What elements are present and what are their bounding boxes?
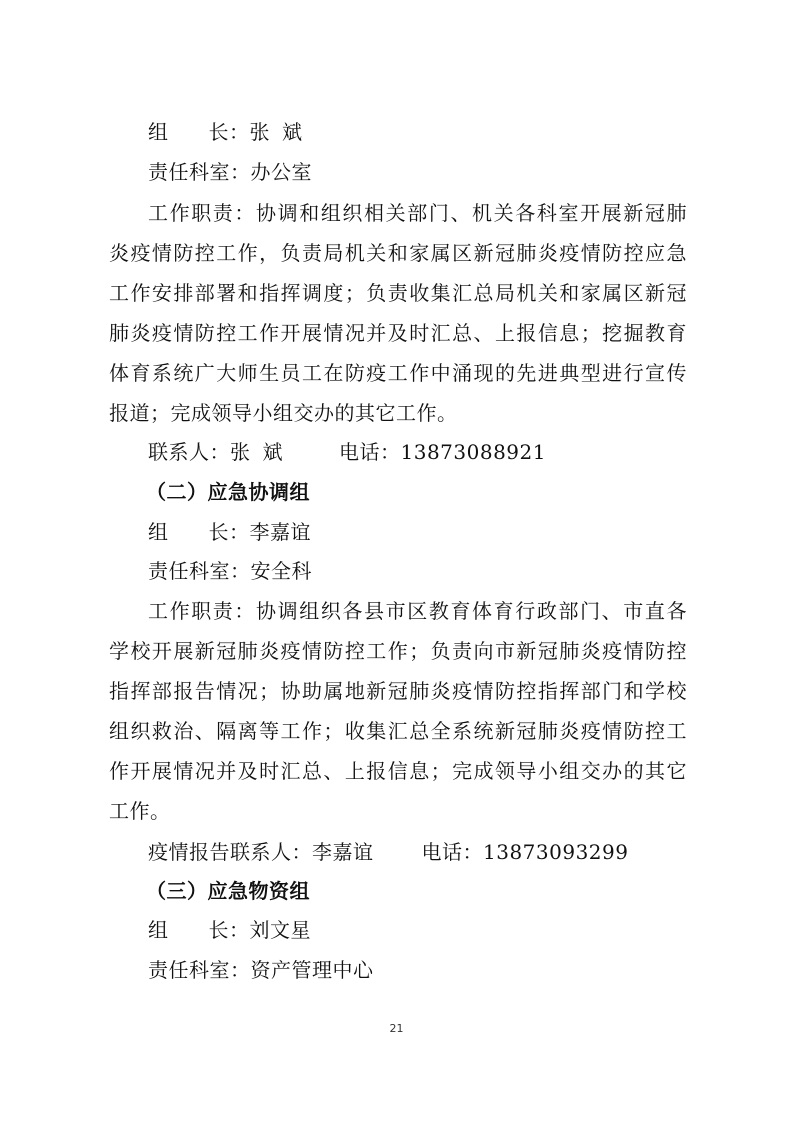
s1-leader-name-a: 张 (249, 120, 270, 144)
s3-leader-line (148, 916, 311, 944)
s2-duty-line-2: 学校开展新冠肺炎疫情防控工作；负责向市新冠肺炎疫情防控 (109, 639, 687, 663)
s1-contact-label: 联系人： (148, 440, 230, 464)
s2-duty-line-1: 工作职责：协调组织各县市区教育体育行政部门、市直各 (148, 599, 687, 623)
s2-duty-line-6: 工作。 (109, 799, 171, 823)
s2-contact-name: 李嘉谊 (312, 840, 374, 864)
s2-duty-line-3: 指挥部报告情况；协助属地新冠肺炎疫情防控指挥部门和学校 (109, 679, 687, 703)
s1-duty-line-1: 工作职责：协调和组织相关部门、机关各科室开展新冠肺 (148, 201, 687, 225)
s2-phone-label: 电话： (421, 840, 483, 864)
s1-office-value: 办公室 (250, 160, 312, 184)
s1-leader-line (148, 118, 303, 146)
s2-heading: （二）应急协调组 (146, 480, 310, 504)
s3-heading: （三）应急物资组 (146, 879, 310, 903)
s2-contact-label: 疫情报告联系人： (148, 840, 312, 864)
s1-duty-line-4: 肺炎疫情防控工作开展情况并及时汇总、上报信息；挖掘教育 (109, 321, 687, 345)
s3-office-line (148, 956, 374, 984)
s2-phone-value: 13873093299 (483, 840, 629, 864)
s1-leader-name-b: 斌 (282, 120, 303, 144)
s1-phone-value: 13873088921 (400, 440, 546, 464)
s3-office-label: 责任科室： (148, 958, 251, 982)
s2-leader-label-a: 组 (148, 520, 169, 544)
page-number: 21 (389, 1022, 404, 1035)
s1-leader-label-b: 长： (208, 120, 250, 144)
s1-office-label: 责任科室： (148, 160, 251, 184)
s1-contact-name-b: 斌 (262, 440, 283, 464)
s3-leader-label-b: 长： (208, 918, 250, 942)
s3-office-value: 资产管理中心 (250, 958, 374, 982)
s2-leader-line (148, 518, 311, 546)
s2-duty-line-4: 组织救治、隔离等工作；收集汇总全系统新冠肺炎疫情防控工 (109, 719, 687, 743)
s1-contact-line (148, 438, 546, 466)
s1-office-line (148, 158, 312, 186)
s1-duty-line-3: 工作安排部署和指挥调度；负责收集汇总局机关和家属区新冠 (109, 281, 687, 305)
s2-office-label: 责任科室： (148, 559, 251, 583)
s2-contact-line (148, 838, 628, 866)
s3-leader-name: 刘文星 (249, 918, 311, 942)
s1-contact-name-a: 张 (230, 440, 251, 464)
s2-duty-line-5: 作开展情况并及时汇总、上报信息；完成领导小组交办的其它 (109, 759, 687, 783)
s2-office-line (148, 557, 312, 585)
s2-leader-name: 李嘉谊 (249, 520, 311, 544)
s3-leader-label-a: 组 (148, 918, 169, 942)
s1-phone-label: 电话： (339, 440, 401, 464)
s1-duty-line-6: 报道；完成领导小组交办的其它工作。 (109, 401, 458, 425)
s2-leader-label-b: 长： (208, 520, 250, 544)
s1-duty-line-2: 炎疫情防控工作，负责局机关和家属区新冠肺炎疫情防控应急 (109, 241, 687, 265)
s2-office-value: 安全科 (250, 559, 312, 583)
s1-duty-line-5: 体育系统广大师生员工在防疫工作中涌现的先进典型进行宣传 (109, 361, 687, 385)
s1-leader-label-a: 组 (148, 120, 169, 144)
